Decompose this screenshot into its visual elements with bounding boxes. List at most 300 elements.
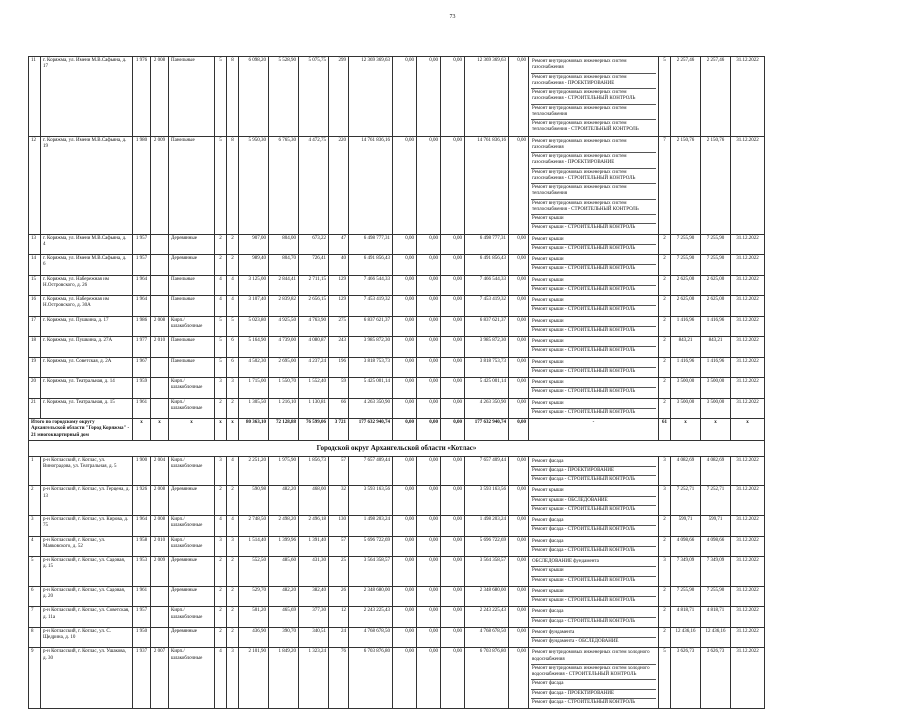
value-cell: 6 765,30	[269, 136, 299, 234]
work-item: Ремонт крыши	[531, 487, 656, 496]
value-cell: 2	[659, 316, 671, 337]
value-cell: 4 818,71	[701, 607, 731, 628]
value-cell: 2	[659, 627, 671, 648]
address-cell: г. Коряжма, ул. Набережная им Н.Островского, д. 26	[41, 275, 133, 296]
value-cell: 2	[215, 627, 227, 648]
row-number-cell: 1	[29, 456, 41, 486]
value-cell: 2	[659, 234, 671, 255]
value-cell: 6 703 876,80	[349, 648, 393, 709]
work-item: Ремонт внутридомовых инженерных систем теплоснабжения	[531, 184, 656, 200]
works-cell	[529, 536, 659, 557]
work-item: Ремонт внутридомовых инженерных систем теплоснабжения - СТРОИТЕЛЬНЫЙ КОНТРОЛЬ	[531, 200, 656, 216]
value-cell: 2 251,20	[239, 456, 269, 486]
value-cell: 4	[227, 456, 239, 486]
value-cell: 3	[215, 378, 227, 399]
table-row	[29, 398, 765, 419]
address-cell: р-н Котласский, г. Котлас, ул. Маяковского, д. 52	[41, 536, 133, 557]
value-cell: 2 009	[151, 557, 169, 587]
value-cell: 482,20	[269, 586, 299, 607]
value-cell: 7 657 409,44	[349, 456, 393, 486]
value-cell: 1 926	[133, 486, 151, 516]
total-cell: x	[227, 419, 239, 441]
total-cell: 76 599,06	[299, 419, 329, 441]
work-item: Ремонт внутридомовых инженерных систем теплоснабжения	[531, 105, 656, 121]
value-cell: 2 009	[151, 136, 169, 234]
value-cell: 5 696 722,69	[349, 536, 393, 557]
value-cell	[151, 627, 169, 648]
value-cell: 0,00	[509, 516, 529, 537]
work-item: Ремонт крыши	[531, 588, 656, 597]
value-cell: 5 164,90	[239, 337, 269, 358]
table-row	[29, 516, 765, 537]
work-item: Ремонт внутридомовых инженерных систем газоснабжения - СТРОИТЕЛЬНЫЙ КОНТРОЛЬ	[531, 169, 656, 185]
table-total	[29, 419, 765, 457]
value-cell: 2	[659, 357, 671, 378]
value-cell: 14 761 836,16	[349, 136, 393, 234]
value-cell: 47	[329, 234, 349, 255]
address-cell: г. Коряжма, ул. Имени М.В.Сафьяна, д. 19	[41, 136, 133, 234]
work-item: Ремонт внутридомовых инженерных систем газоснабжения	[531, 138, 656, 154]
register-table	[28, 56, 765, 709]
address-cell: г. Коряжма, ул. Театральная, д. 14	[41, 378, 133, 399]
value-cell: 275	[329, 316, 349, 337]
value-cell: 7 255,90	[701, 586, 731, 607]
row-number-cell: 4	[29, 536, 41, 557]
value-cell: 130	[329, 516, 349, 537]
value-cell: 31.12.2022	[731, 57, 765, 137]
value-cell: 2 004	[151, 456, 169, 486]
value-cell: 31.12.2022	[731, 378, 765, 399]
work-item: Ремонт крыши	[531, 400, 656, 409]
value-cell: 2	[227, 607, 239, 628]
value-cell: 431,30	[299, 557, 329, 587]
work-item: Ремонт фасада - ПРОЕКТИРОВАНИЕ	[531, 690, 656, 699]
value-cell: 0,00	[509, 57, 529, 137]
value-cell: 1 498 203,24	[465, 516, 509, 537]
value-cell	[151, 255, 169, 276]
address-cell: г. Коряжма, ул. Набережная им Н.Островского, д. 30А	[41, 296, 133, 317]
value-cell: 0,00	[393, 536, 417, 557]
value-cell: 0,00	[441, 627, 465, 648]
value-cell: 31.12.2022	[731, 627, 765, 648]
value-cell: Деревянные	[169, 234, 215, 255]
value-cell: 6 837 621,37	[349, 316, 393, 337]
work-item: Ремонт крыши - СТРОИТЕЛЬНЫЙ КОНТРОЛЬ	[532, 245, 636, 251]
works-cell	[529, 486, 659, 516]
value-cell: 2	[659, 398, 671, 419]
value-cell: 3 985 872,30	[349, 337, 393, 358]
value-cell: 4 080,87	[299, 337, 329, 358]
work-item: Ремонт внутридомовых инженерных систем теплоснабжения - СТРОИТЕЛЬНЫЙ КОНТРОЛЬ	[532, 121, 639, 133]
value-cell: 7 349,09	[701, 557, 731, 587]
value-cell: 31.12.2022	[731, 456, 765, 486]
work-item: Ремонт крыши - СТРОИТЕЛЬНЫЙ КОНТРОЛЬ	[532, 327, 636, 333]
value-cell: 1 937	[133, 648, 151, 709]
work-item: Ремонт крыши	[531, 567, 656, 576]
row-number-cell: 12	[29, 136, 41, 234]
value-cell: 0,00	[441, 57, 465, 137]
total-row	[29, 419, 765, 441]
section-header-row	[29, 440, 765, 456]
value-cell: 5	[215, 337, 227, 358]
value-cell: Кирп./шлакоблочные	[169, 316, 215, 337]
value-cell: 2	[215, 234, 227, 255]
row-number-cell: 8	[29, 627, 41, 648]
value-cell: 2	[659, 255, 671, 276]
value-cell: Деревянные	[169, 255, 215, 276]
work-item: Ремонт крыши - СТРОИТЕЛЬНЫЙ КОНТРОЛЬ	[532, 225, 636, 231]
value-cell: 1 416,96	[701, 316, 731, 337]
row-number-cell: 14	[29, 255, 41, 276]
value-cell: 804,70	[269, 255, 299, 276]
value-cell: 0,00	[393, 337, 417, 358]
works-cell	[529, 648, 659, 709]
address-cell: г. Коряжма, ул. Имени М.В.Сафьяна, д. 17	[41, 57, 133, 137]
value-cell: 0,00	[441, 275, 465, 296]
total-cell: x	[731, 419, 765, 441]
value-cell: 243	[329, 337, 349, 358]
value-cell: 3 626,73	[671, 648, 701, 709]
value-cell: 485,60	[269, 557, 299, 587]
section-title: Городской округ Архангельской области «Котлас»	[29, 440, 765, 456]
value-cell: 465,69	[269, 607, 299, 628]
value-cell: 0,00	[509, 136, 529, 234]
value-cell: 2 625,00	[671, 296, 701, 317]
value-cell: 2 257,46	[701, 57, 731, 137]
total-label: Итого по городскому округу Архангельской области "Город Коряжма" - 21 многоквартирный дом	[29, 419, 133, 441]
value-cell: 4 768 678,50	[465, 627, 509, 648]
value-cell: 3 564 358,57	[465, 557, 509, 587]
value-cell: 1 961	[133, 398, 151, 419]
value-cell: 4	[227, 516, 239, 537]
total-cell: 177 632 940,74	[465, 419, 509, 441]
value-cell: 76	[329, 648, 349, 709]
value-cell	[151, 296, 169, 317]
value-cell: 2	[227, 255, 239, 276]
value-cell: 0,00	[417, 536, 441, 557]
works-cell	[529, 316, 659, 337]
value-cell: 1 323,24	[299, 648, 329, 709]
value-cell: 2	[227, 627, 239, 648]
work-item: Ремонт фасада - СТРОИТЕЛЬНЫЙ КОНТРОЛЬ	[532, 477, 636, 482]
value-cell: 3 107,40	[239, 296, 269, 317]
value-cell: 0,00	[509, 337, 529, 358]
value-cell: 0,00	[509, 275, 529, 296]
value-cell: 3 125,00	[239, 275, 269, 296]
row-number-cell: 18	[29, 337, 41, 358]
work-item: Ремонт фасада - СТРОИТЕЛЬНЫЙ КОНТРОЛЬ	[532, 547, 636, 553]
address-cell: р-н Котласский, г. Котлас, ул. Кирова, д. 75	[41, 516, 133, 537]
value-cell: 1 964	[133, 516, 151, 537]
value-cell: 299	[329, 57, 349, 137]
value-cell: Панельные	[169, 357, 215, 378]
value-cell: 804,00	[269, 234, 299, 255]
value-cell: 31.12.2022	[731, 586, 765, 607]
works-cell	[529, 607, 659, 628]
total-cell: x	[215, 419, 227, 441]
value-cell: 5 696 722,69	[465, 536, 509, 557]
value-cell: 3	[659, 557, 671, 587]
value-cell: 7 255,90	[701, 255, 731, 276]
value-cell: 2 243 225,43	[465, 607, 509, 628]
value-cell: 2	[227, 486, 239, 516]
value-cell: 2 656,15	[299, 296, 329, 317]
value-cell: Деревянные	[169, 557, 215, 587]
table-body-kotlas	[29, 456, 765, 709]
value-cell: 1 961	[133, 586, 151, 607]
total-cell: 72 128,88	[269, 419, 299, 441]
value-cell: 1 216,10	[269, 398, 299, 419]
value-cell: 1 957	[133, 607, 151, 628]
value-cell: 0,00	[393, 398, 417, 419]
value-cell: 2 844,41	[269, 275, 299, 296]
value-cell: 4	[215, 648, 227, 709]
work-item: Ремонт внутридомовых инженерных систем газоснабжения - ПРОЕКТИРОВАНИЕ	[531, 74, 656, 90]
value-cell: 4 739,00	[269, 337, 299, 358]
value-cell: 0,00	[441, 648, 465, 709]
value-cell: 0,00	[393, 255, 417, 276]
value-cell: 0,00	[441, 357, 465, 378]
value-cell: 0,00	[441, 486, 465, 516]
table-row	[29, 378, 765, 399]
value-cell: 0,00	[509, 316, 529, 337]
value-cell: 0,00	[393, 586, 417, 607]
value-cell: 5 023,80	[239, 316, 269, 337]
value-cell: 501,20	[239, 607, 269, 628]
value-cell: Панельные	[169, 296, 215, 317]
table-row	[29, 57, 765, 137]
value-cell: 1 391,40	[299, 536, 329, 557]
value-cell: 2	[659, 337, 671, 358]
value-cell: 1 958	[133, 536, 151, 557]
value-cell: 0,00	[509, 398, 529, 419]
value-cell: 0,00	[509, 255, 529, 276]
value-cell: Кирп./шлакоблочные	[169, 378, 215, 399]
value-cell: 2 496,18	[299, 516, 329, 537]
value-cell: 3	[215, 456, 227, 486]
value-cell: 4 502,30	[239, 357, 269, 378]
work-item: Ремонт внутридомовых инженерных систем холодного водоснабжения - СТРОИТЕЛЬНЫЙ КОНТРОЛЬ	[531, 665, 656, 681]
value-cell: 1 552,40	[299, 378, 329, 399]
value-cell: 4 082,69	[701, 456, 731, 486]
value-cell: 0,00	[417, 357, 441, 378]
value-cell: 31.12.2022	[731, 607, 765, 628]
value-cell: 726,41	[299, 255, 329, 276]
value-cell: 0,00	[509, 648, 529, 709]
value-cell: 2	[659, 536, 671, 557]
address-cell: р-н Котласский, г. Котлас, ул. Ушакова, д. 30	[41, 648, 133, 709]
value-cell: 0,00	[441, 378, 465, 399]
value-cell: 31.12.2022	[731, 275, 765, 296]
value-cell: 2 150,76	[671, 136, 701, 234]
value-cell: 1 959	[133, 378, 151, 399]
value-cell: 0,00	[417, 486, 441, 516]
value-cell: 3	[659, 456, 671, 486]
value-cell: 1 957	[133, 255, 151, 276]
work-item: Ремонт крыши - СТРОИТЕЛЬНЫЙ КОНТРОЛЬ	[532, 598, 636, 603]
works-cell	[529, 378, 659, 399]
value-cell: 6 837 621,37	[465, 316, 509, 337]
row-number-cell: 2	[29, 486, 41, 516]
value-cell: 2 839,82	[269, 296, 299, 317]
value-cell: 0,00	[509, 234, 529, 255]
value-cell: 7 255,90	[671, 255, 701, 276]
value-cell: 2	[227, 398, 239, 419]
value-cell: 2	[215, 398, 227, 419]
value-cell: 4 925,50	[269, 316, 299, 337]
work-item: Ремонт внутридомовых инженерных систем холодного водоснабжения	[531, 649, 656, 665]
works-cell	[529, 275, 659, 296]
value-cell: 1 976	[133, 57, 151, 137]
value-cell: 0,00	[417, 136, 441, 234]
value-cell: 0,00	[417, 378, 441, 399]
work-item: Ремонт крыши	[531, 236, 656, 245]
value-cell: 0,00	[441, 337, 465, 358]
value-cell: 1 849,20	[269, 648, 299, 709]
value-cell: 7 252,71	[701, 486, 731, 516]
work-item: Ремонт крыши	[531, 338, 656, 347]
row-number-cell: 11	[29, 57, 41, 137]
work-item: Ремонт фасада - СТРОИТЕЛЬНЫЙ КОНТРОЛЬ	[532, 527, 636, 533]
work-item: Ремонт фасада - СТРОИТЕЛЬНЫЙ КОНТРОЛЬ	[532, 699, 636, 705]
value-cell: 5 950,30	[239, 136, 269, 234]
work-item: Ремонт крыши	[531, 277, 656, 286]
value-cell: 5	[659, 57, 671, 137]
value-cell: 436,90	[239, 627, 269, 648]
value-cell: 0,00	[441, 536, 465, 557]
value-cell: 57	[329, 536, 349, 557]
value-cell: 1 416,96	[701, 357, 731, 378]
value-cell: 2 008	[151, 486, 169, 516]
address-cell: г. Коряжма, ул. Пушкина, д. 17	[41, 316, 133, 337]
value-cell: 31.12.2022	[731, 398, 765, 419]
value-cell: 0,00	[393, 316, 417, 337]
value-cell: 2 008	[151, 516, 169, 537]
value-cell: 1 975,90	[269, 456, 299, 486]
value-cell: 0,00	[509, 296, 529, 317]
value-cell: 6 491 856,43	[349, 255, 393, 276]
value-cell: 0,00	[393, 486, 417, 516]
value-cell: 3 500,00	[671, 378, 701, 399]
value-cell: 5	[227, 316, 239, 337]
value-cell: 0,00	[417, 557, 441, 587]
value-cell: 989,40	[239, 255, 269, 276]
work-item: Ремонт крыши	[531, 256, 656, 265]
value-cell: 0,00	[441, 234, 465, 255]
total-cell: 0,00	[417, 419, 441, 441]
value-cell: 7 453 419,32	[349, 296, 393, 317]
work-item: Ремонт фасада - СТРОИТЕЛЬНЫЙ КОНТРОЛЬ	[532, 618, 636, 624]
works-cell	[529, 136, 659, 234]
value-cell: 6 703 876,80	[465, 648, 509, 709]
table-row	[29, 557, 765, 587]
work-item: ОБСЛЕДОВАНИЕ фундамента	[531, 558, 656, 567]
value-cell: 377,30	[299, 607, 329, 628]
value-cell: 7 657 409,44	[465, 456, 509, 486]
value-cell: 0,00	[417, 516, 441, 537]
value-cell: 1 957	[133, 234, 151, 255]
table-row	[29, 316, 765, 337]
value-cell: Панельные	[169, 275, 215, 296]
works-cell	[529, 234, 659, 255]
value-cell: 552,50	[239, 557, 269, 587]
value-cell: 0,00	[393, 357, 417, 378]
works-cell	[529, 255, 659, 276]
row-number-cell: 7	[29, 607, 41, 628]
work-item: Ремонт крыши - СТРОИТЕЛЬНЫЙ КОНТРОЛЬ	[532, 286, 636, 292]
value-cell: 3	[227, 378, 239, 399]
table-row	[29, 337, 765, 358]
value-cell: 0,00	[393, 607, 417, 628]
value-cell: 6 491 856,43	[465, 255, 509, 276]
row-number-cell: 17	[29, 316, 41, 337]
work-item: Ремонт крыши	[531, 359, 656, 368]
value-cell: 2 348 680,00	[465, 586, 509, 607]
value-cell: 2 711,15	[299, 275, 329, 296]
work-item: Ремонт крыши - СТРОИТЕЛЬНЫЙ КОНТРОЛЬ	[532, 266, 636, 272]
work-item: Ремонт фасада	[531, 608, 656, 617]
value-cell: 3	[659, 486, 671, 516]
value-cell: 3 500,00	[701, 378, 731, 399]
work-item: Ремонт фасада	[531, 458, 656, 467]
value-cell: 3	[215, 536, 227, 557]
value-cell: 0,00	[441, 136, 465, 234]
work-item: Ремонт крыши - СТРОИТЕЛЬНЫЙ КОНТРОЛЬ	[532, 368, 636, 374]
work-item: Ремонт крыши - СТРОИТЕЛЬНЫЙ КОНТРОЛЬ	[532, 577, 636, 583]
value-cell: 4	[215, 275, 227, 296]
work-item: Ремонт крыши	[531, 318, 656, 327]
work-item: Ремонт крыши	[531, 379, 656, 388]
value-cell: 220	[329, 136, 349, 234]
total-cell: x	[671, 419, 701, 441]
value-cell: 5	[215, 316, 227, 337]
value-cell: 24	[329, 627, 349, 648]
value-cell: 31.12.2022	[731, 516, 765, 537]
value-cell: 2	[215, 557, 227, 587]
value-cell: 0,00	[417, 398, 441, 419]
value-cell: 26	[329, 586, 349, 607]
value-cell: 599,71	[701, 516, 731, 537]
table-row	[29, 627, 765, 648]
table-body-koryazhma	[29, 57, 765, 419]
value-cell: 0,00	[509, 486, 529, 516]
value-cell: Панельные	[169, 337, 215, 358]
value-cell: 2 010	[151, 337, 169, 358]
value-cell: 1 416,96	[671, 316, 701, 337]
table-row	[29, 136, 765, 234]
value-cell: 4 472,75	[299, 136, 329, 234]
value-cell: 4	[215, 516, 227, 537]
work-item: Ремонт внутридомовых инженерных систем газоснабжения - ПРОЕКТИРОВАНИЕ	[531, 153, 656, 169]
value-cell: 0,00	[441, 316, 465, 337]
value-cell: 529,70	[239, 586, 269, 607]
value-cell: Кирп./шлакоблочные	[169, 648, 215, 709]
value-cell: 7 453 419,32	[465, 296, 509, 317]
table-row	[29, 648, 765, 709]
work-item: Ремонт фундамента	[531, 629, 656, 638]
value-cell: 31.12.2022	[731, 486, 765, 516]
value-cell: 2	[215, 255, 227, 276]
value-cell: 3 985 872,30	[465, 337, 509, 358]
works-cell	[529, 586, 659, 607]
value-cell: 31.12.2022	[731, 136, 765, 234]
value-cell: 7 349,09	[671, 557, 701, 587]
total-cell: 61	[659, 419, 671, 441]
value-cell: 0,00	[417, 255, 441, 276]
value-cell: 7 255,90	[671, 234, 701, 255]
value-cell: 2	[215, 607, 227, 628]
row-number-cell: 15	[29, 275, 41, 296]
